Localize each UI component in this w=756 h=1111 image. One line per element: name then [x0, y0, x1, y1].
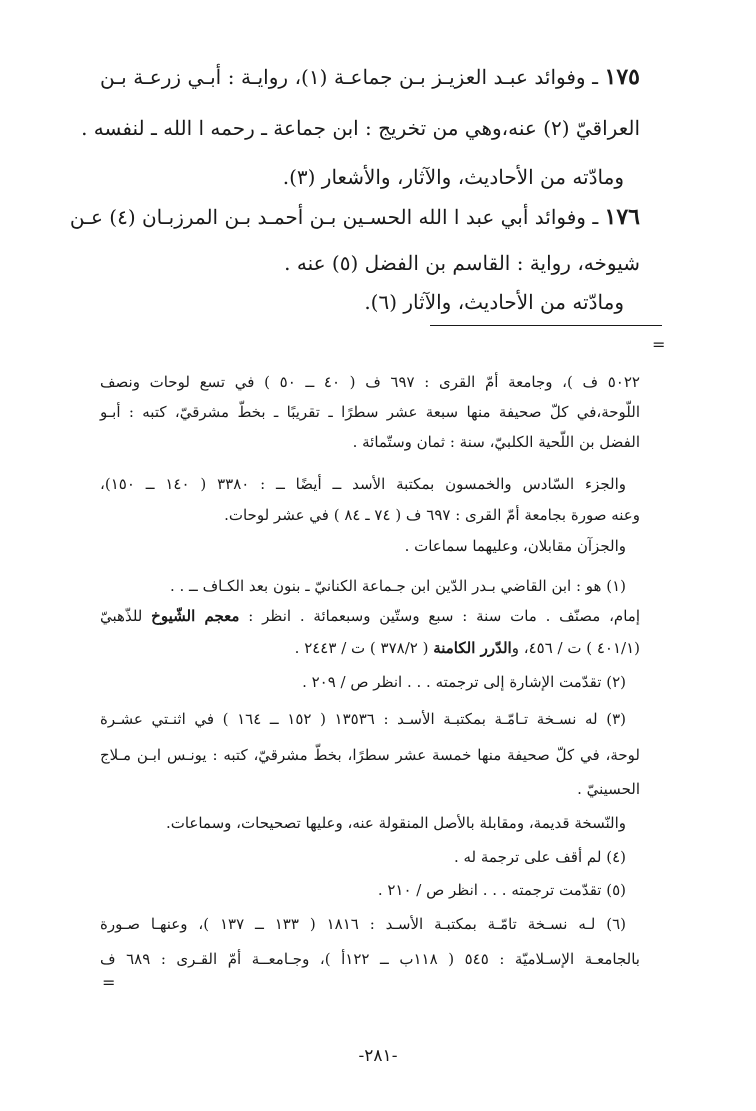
book-title: معجم الشّيوخ [151, 607, 240, 625]
entry-175-line-1: ١٧٥ ـ وفوائد عبـد العزيـز بـن جماعـة (١)، روايـة : أبـي زرعـة بـن [100, 64, 640, 90]
footnote-1-line-2: إمام، مصنّف . مات سنة : سبع وستّين وسبعمائة . انظر : معجم الشّيوخ للذّهبيّ [100, 607, 640, 625]
entry-175-line-2: العراقيّ (٢) عنه،وهي من تخريج : ابن جماعة ـ رحمه ا الله ـ لنفسه . [81, 116, 640, 140]
footnote-separator [430, 325, 662, 326]
entry-176-line-1: ١٧٦ ـ وفوائد أبي عبد ا الله الحسـين بـن أحمـد بـن المرزبـان (٤) عـن [69, 204, 640, 230]
footnote-3-line-3: الحسينيّ . [577, 780, 640, 798]
footnote-6-line-2: بالجامعـة الإسـلاميّة : ٥٤٥ ( ١١٨ب ــ ١٢٢أ )، وجـامعــة أمّ القـرى : ٦٨٩ ف [100, 950, 640, 968]
entry-number: ١٧٦ [604, 204, 640, 230]
entry-number: ١٧٥ [604, 64, 640, 90]
footnote-1-line-3: (٤٠١/١ ) ت / ٤٥٦، والدّرر الكامنة ( ٣٧٨/٢ ) ت / ٢٤٤٣ . [294, 639, 640, 657]
continuation-mark: = [102, 973, 116, 992]
entry-175-line-3: ومادّته من الأحاديث، والآثار، والأشعار (٣). [282, 165, 624, 189]
entry-176-line-3: ومادّته من الأحاديث، والآثار (٦). [364, 290, 624, 314]
footnote-4: (٤) لم أقف على ترجمة له . [453, 848, 626, 866]
footnote-6-line-1: (٦) لـه نسـخة تامّـة بمكتبـة الأسـد : ١٨١٦ ( ١٣٣ ــ ١٣٧ )، وعنهـا صـورة [100, 915, 627, 933]
footnote-1-line-1: (١) هو : ابن القاضي بـدر الدّين ابن جـماعة الكنانيّ ـ بنون بعد الكـاف ــ . . [169, 577, 626, 595]
footnote-3-line-4: والنّسخة قديمة، ومقابلة بالأصل المنقولة عنه، وعليها تصحيحات، وسماعات. [165, 814, 626, 832]
footnote-5: (٥) تقدّمت ترجمته . . . انظر ص / ٢١٠ . [377, 881, 626, 899]
footnote-text-line: اللّوحة،في كلّ صحيفة منها سبعة عشر سطرًا ـ تقريبًا ـ بخطّ مشرقيّ، كتبه : أبـو [100, 403, 640, 421]
footnote-text-line: ٥٠٢٢ ف )، وجامعة أمّ القرى : ٦٩٧ ف ( ٤٠ ــ ٥٠ ) في تسع لوحات ونصف [100, 373, 640, 391]
footnote-3-line-1: (٣) له نسـخة تـامّـة بمكتبـة الأسـد : ١٣٥٣٦ ( ١٥٢ ــ ١٦٤ ) في اثنـتي عشـرة [100, 710, 627, 728]
footnote-text-line: والجزء السّادس والخمسون بمكتبة الأسد ــ أيضًا ــ : ٣٣٨٠ ( ١٤٠ ــ ١٥٠)، [100, 475, 627, 493]
footnote-3-line-2: لوحة، في كلّ صحيفة منها خمسة عشر سطرًا، بخطّ مشرقيّ، كتبه : يونـس ابـن مـلاج [100, 746, 640, 764]
footnote-2: (٢) تقدّمت الإشارة إلى ترجمته . . . انظر ص / ٢٠٩ . [302, 673, 626, 691]
footnote-text-line: الفضل بن اللّحية الكلبيّ، سنة : ثمان وستّمائة . [352, 433, 640, 451]
footnote-text-line: وعنه صورة بجامعة أمّ القرى : ٦٩٧ ف ( ٧٤ ـ ٨٤ ) في عشر لوحات. [224, 506, 640, 524]
entry-176-line-2: شيوخه، رواية : القاسم بن الفضل (٥) عنه . [284, 251, 640, 275]
footnote-text-line: والجزآن مقابلان، وعليهما سماعات . [404, 537, 626, 555]
book-title: الدّرر الكامنة [433, 639, 512, 657]
page-number: -٢٨١- [358, 1046, 398, 1066]
continuation-mark: = [652, 335, 666, 354]
